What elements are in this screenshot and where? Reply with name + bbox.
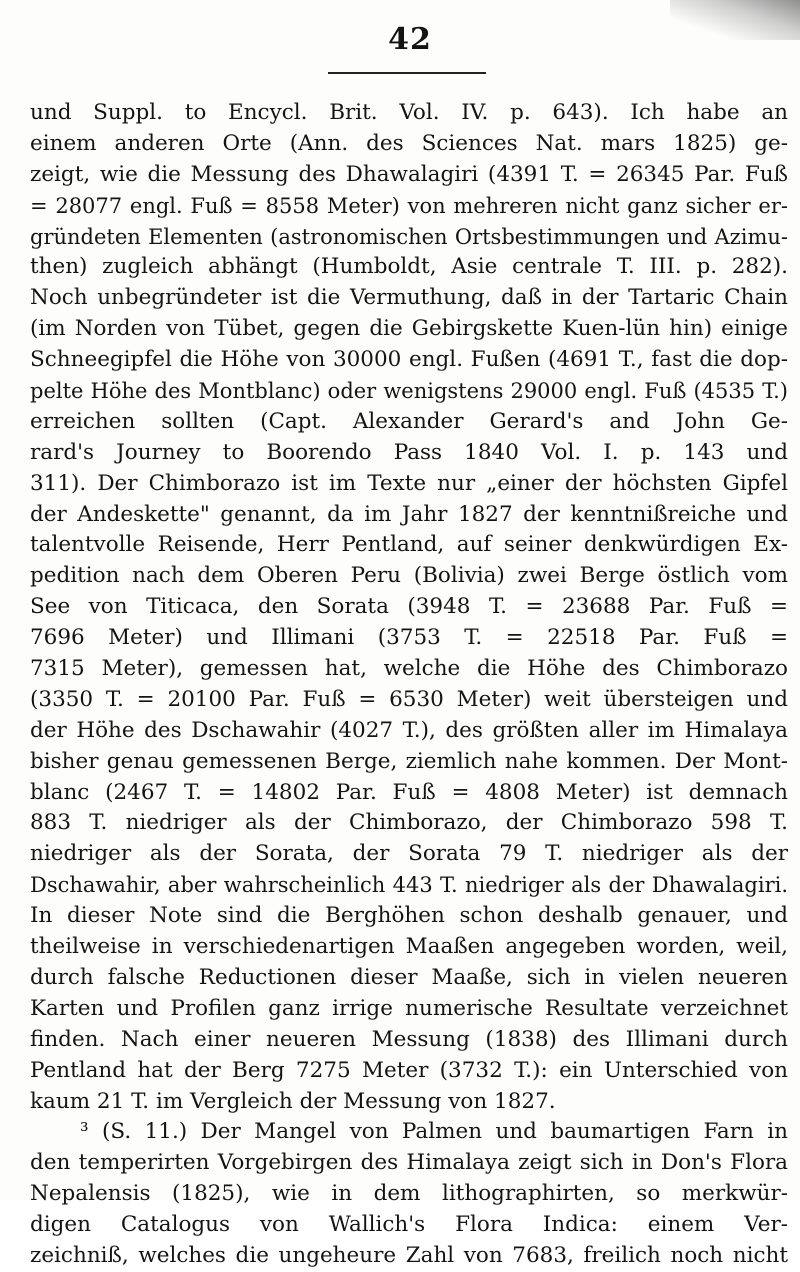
text-line: erreichen sollten (Capt. Alexander Gerard's and John Ge- xyxy=(30,408,788,434)
text-line: = 28077 engl. Fuß = 8558 Meter) von mehreren nicht ganz sicher er- xyxy=(30,193,788,218)
text-line: Karten und Profilen ganz irrige numerische Resultate verzeichnet xyxy=(30,995,788,1021)
text-line: den temperirten Vorgebirgen des Himalaya zeigt sich in Don's Flora xyxy=(30,1150,788,1176)
text-line: der Andeskette" genannt, da im Jahr 1827 der kenntnißreiche und xyxy=(30,501,788,527)
text-line: then) zugleich abhängt (Humboldt, Asie centrale T. III. p. 282). xyxy=(30,254,788,280)
text-line: bisher genau gemessenen Berge, ziemlich nahe kommen. Der Mont- xyxy=(30,748,788,774)
text-line: pedition nach dem Oberen Peru (Bolivia) zwei Berge östlich vom xyxy=(30,563,788,589)
text-line: (3350 T. = 20100 Par. Fuß = 6530 Meter) weit übersteigen und xyxy=(30,686,788,712)
text-line: theilweise in verschiedenartigen Maaßen angegeben worden, weil, xyxy=(30,934,788,960)
page-number: 42 xyxy=(388,22,432,57)
text-line: zeichniß, welches die ungeheure Zahl von 7683, freilich noch nicht xyxy=(30,1242,788,1268)
text-line: Nepalensis (1825), wie in dem lithographirten, so merkwür- xyxy=(30,1181,788,1207)
text-line: In dieser Note sind die Berghöhen schon deshalb genauer, und xyxy=(30,903,788,929)
text-line: Dschawahir, aber wahrscheinlich 443 T. niedriger als der Dhawalagiri. xyxy=(30,873,788,898)
body-text xyxy=(30,98,788,1272)
text-line: zeigt, wie die Messung des Dhawalagiri (4391 T. = 26345 Par. Fuß xyxy=(30,161,788,187)
header-rule xyxy=(328,72,486,74)
text-line: 7315 Meter), gemessen hat, welche die Höhe des Chimborazo xyxy=(30,656,788,682)
text-line: der Höhe des Dschawahir (4027 T.), des größten aller im Himalaya xyxy=(30,717,788,743)
text-line: pelte Höhe des Montblanc) oder wenigstens 29000 engl. Fuß (4535 T.) xyxy=(30,379,788,404)
text-line: und Suppl. to Encycl. Brit. Vol. IV. p. 643). Ich habe an xyxy=(30,100,788,125)
text-line: durch falsche Reductionen dieser Maaße, sich in vielen neueren xyxy=(30,964,788,990)
text-line: (im Norden von Tübet, gegen die Gebirgskette Kuen-lün hin) einige xyxy=(30,316,788,342)
text-line: Pentland hat der Berg 7275 Meter (3732 T.): ein Unterschied von xyxy=(30,1057,788,1083)
text-line: See von Titicaca, den Sorata (3948 T. = 23688 Par. Fuß = xyxy=(30,594,788,620)
text-line: gründeten Elementen (astronomischen Ortsbestimmungen und Azimu- xyxy=(30,224,788,249)
footnote-line: ³ (S. 11.) Der Mangel von Palmen und baumartigen Farn in xyxy=(80,1119,788,1145)
text-line: niedriger als der Sorata, der Sorata 79 T. niedriger als der xyxy=(30,841,788,867)
text-line: digen Catalogus von Wallich's Flora Indica: einem Ver- xyxy=(30,1212,788,1238)
text-line: einem anderen Orte (Ann. des Sciences Nat. mars 1825) ge- xyxy=(30,130,788,156)
text-line: rard's Journey to Boorendo Pass 1840 Vol. I. p. 143 und xyxy=(30,439,788,465)
text-line: talentvolle Reisende, Herr Pentland, auf seiner denkwürdigen Ex- xyxy=(30,532,788,558)
text-line: Schneegipfel die Höhe von 30000 engl. Fußen (4691 T., fast die dop- xyxy=(30,347,788,373)
text-line: Noch unbegründeter ist die Vermuthung, daß in der Tartaric Chain xyxy=(30,285,788,311)
text-line: finden. Nach einer neueren Messung (1838) des Illimani durch xyxy=(30,1026,788,1052)
text-line: 311). Der Chimborazo ist im Texte nur „einer der höchsten Gipfel xyxy=(30,470,788,496)
text-line: kaum 21 T. im Vergleich der Messung von 1827. xyxy=(30,1088,556,1114)
text-line: 883 T. niedriger als der Chimborazo, der Chimborazo 598 T. xyxy=(30,810,788,836)
text-line: 7696 Meter) und Illimani (3753 T. = 22518 Par. Fuß = xyxy=(30,625,788,651)
text-line: blanc (2467 T. = 14802 Par. Fuß = 4808 Meter) ist demnach xyxy=(30,779,788,805)
